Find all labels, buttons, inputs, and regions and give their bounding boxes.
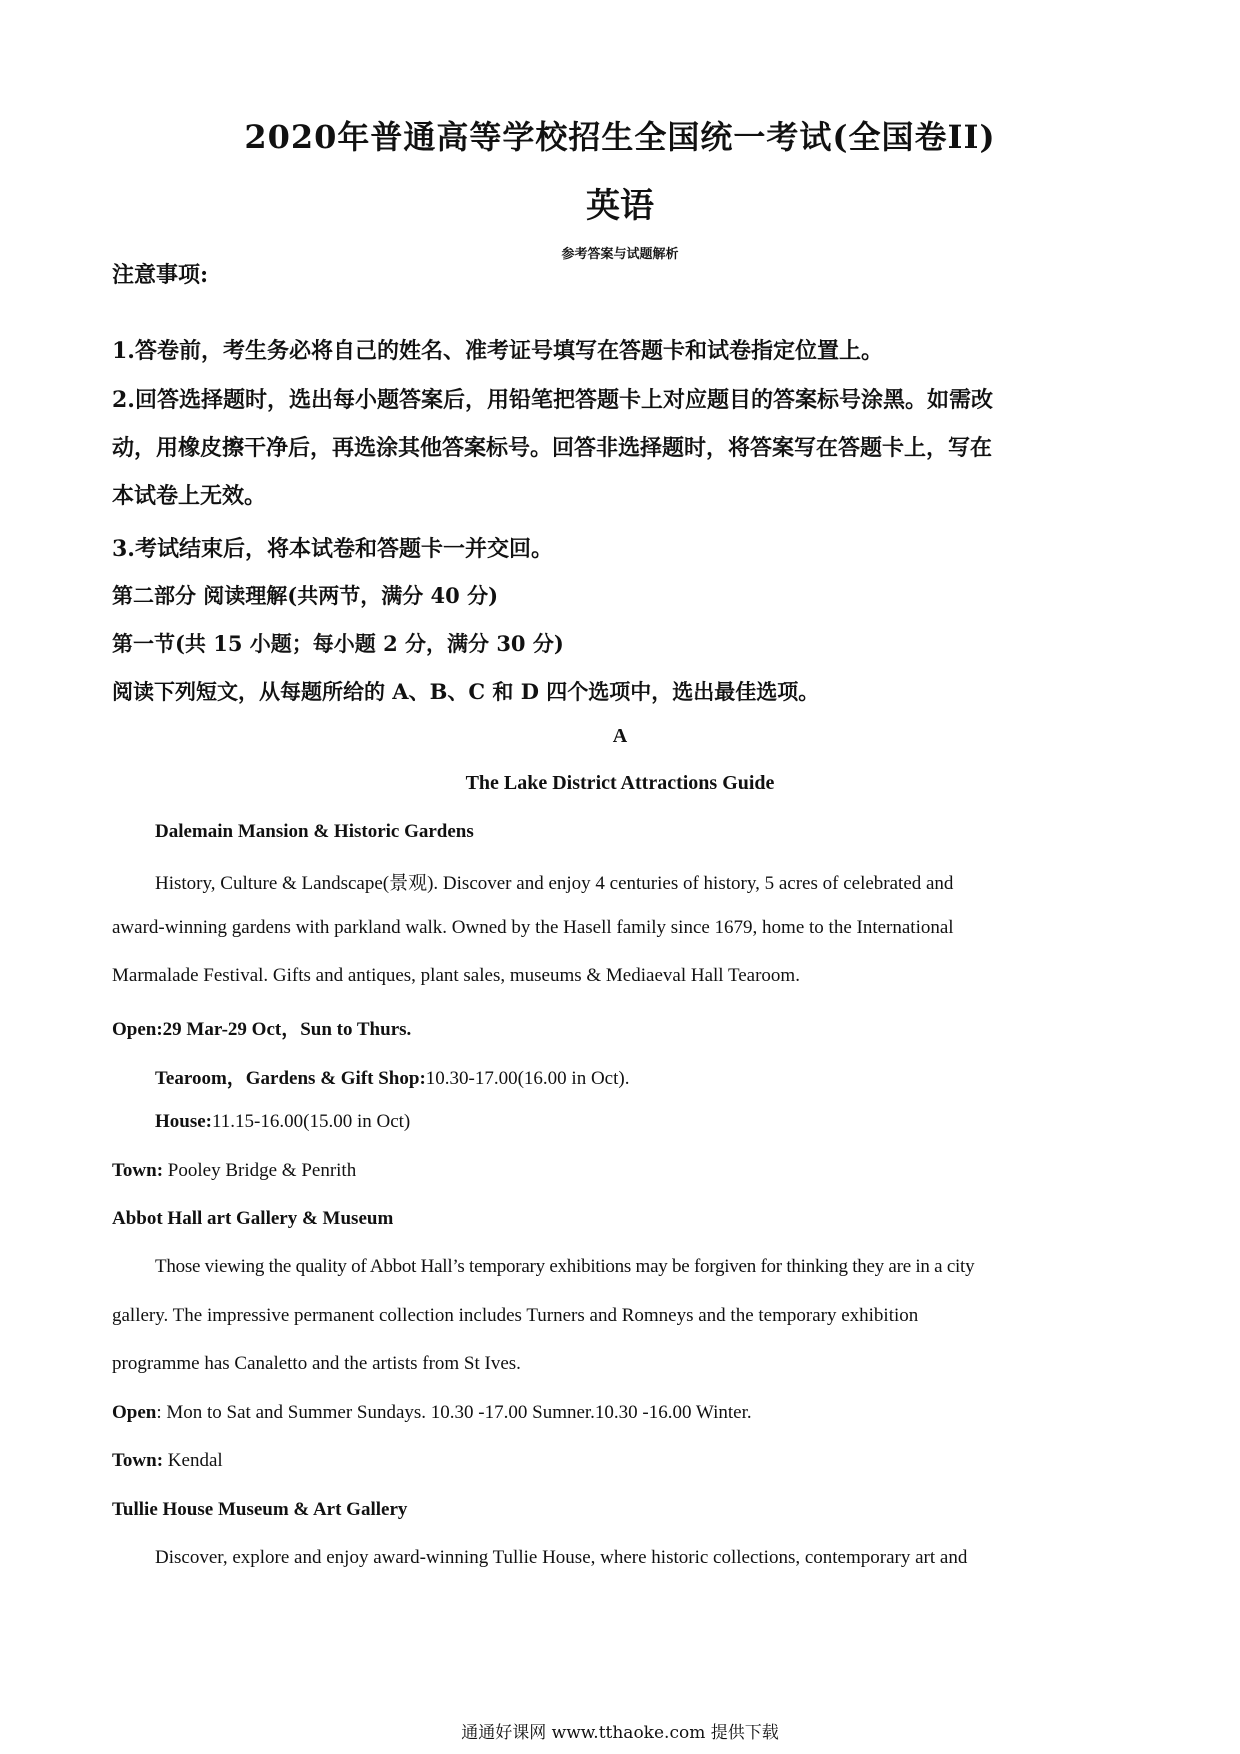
abbot-town-value: Kendal <box>163 1450 223 1471</box>
dalemain-town-value: Pooley Bridge & Penrith <box>163 1160 357 1181</box>
notice-item-2-line-1: 2.回答选择题时，选出每小题答案后，用铅笔把答题卡上对应题目的答案标号涂黑。如需改 <box>112 387 993 413</box>
abbot-open-label: Open <box>112 1402 157 1423</box>
abbot-text-line-1: Those viewing the quality of Abbot Hall’s temporary exhibitions may be forgiven for thinking they are in a city <box>155 1256 975 1277</box>
notice-item-2-line-2: 动，用橡皮擦干净后，再选涂其他答案标号。回答非选择题时，将答案写在答题卡上，写在 <box>112 435 993 461</box>
abbot-town-label: Town: <box>112 1450 164 1471</box>
dalemain-text-line-2: award-winning gardens with parkland walk. Owned by the Hasell family since 1679, home to the International <box>112 917 954 938</box>
abbot-text-line-2: gallery. The impressive permanent collection includes Turners and Romneys and the temporary exhibition <box>112 1305 919 1326</box>
section-one-heading: 第一节(共 15 小题；每小题 2 分，满分 30 分) <box>112 631 564 656</box>
notice-item-2-line-3: 本试卷上无效。 <box>112 483 267 509</box>
house-label: House: <box>155 1111 212 1132</box>
dalemain-heading: Dalemain Mansion & Historic Gardens <box>155 821 474 842</box>
dalemain-open-dates: Open:29 Mar-29 Oct，Sun to Thurs. <box>112 1019 412 1040</box>
notice-heading: 注意事项: <box>112 262 209 288</box>
exam-title: 2020年普通高等学校招生全国统一考试(全国卷II) <box>244 118 996 156</box>
passage-title: The Lake District Attractions Guide <box>465 772 775 794</box>
passage-label: A <box>612 725 628 747</box>
notice-item-3: 3.考试结束后，将本试卷和答题卡一并交回。 <box>112 536 553 562</box>
abbot-town <box>112 1450 223 1472</box>
abbot-open-value: : Mon to Sat and Summer Sundays. 10.30 -17.00 Sumner.10.30 -16.00 Winter. <box>156 1402 752 1423</box>
page-footer: 通通好课网 www.tthaoke.com 提供下载 <box>461 1723 779 1743</box>
part-two-heading: 第二部分 阅读理解(共两节，满分 40 分) <box>112 583 499 608</box>
reading-instruction: 阅读下列短文，从每题所给的 A、B、C 和 D 四个选项中，选出最佳选项。 <box>112 679 820 704</box>
house-hours: 11.15-16.00(15.00 in Oct) <box>212 1111 411 1132</box>
tullie-heading: Tullie House Museum & Art Gallery <box>112 1499 408 1520</box>
dalemain-tearoom-hours <box>155 1063 629 1090</box>
abbot-open-hours <box>112 1402 752 1424</box>
tullie-text-line-1: Discover, explore and enjoy award-winning Tullie House, where historic collections, contemporary art and <box>155 1547 968 1568</box>
dalemain-town <box>112 1160 356 1182</box>
tearoom-label: Tearoom，Gardens & Gift Shop: <box>155 1068 426 1089</box>
dalemain-house-hours <box>155 1111 410 1133</box>
abbot-text-line-3: programme has Canaletto and the artists from St Ives. <box>112 1353 521 1374</box>
subject-title: 英语 <box>586 186 654 226</box>
abbot-heading: Abbot Hall art Gallery & Museum <box>112 1208 394 1229</box>
dalemain-town-label: Town: <box>112 1160 164 1181</box>
reference-subtitle: 参考答案与试题解析 <box>561 247 679 262</box>
dalemain-text-line-3: Marmalade Festival. Gifts and antiques, plant sales, museums & Mediaeval Hall Tearoom. <box>112 965 800 986</box>
notice-item-1: 1.答卷前，考生务必将自己的姓名、准考证号填写在答题卡和试卷指定位置上。 <box>112 338 883 364</box>
tearoom-hours: 10.30-17.00(16.00 in Oct). <box>425 1068 630 1089</box>
dalemain-text-line-1: History, Culture & Landscape(景观). Discover and enjoy 4 centuries of history, 5 acres of celebrated and <box>155 873 954 894</box>
